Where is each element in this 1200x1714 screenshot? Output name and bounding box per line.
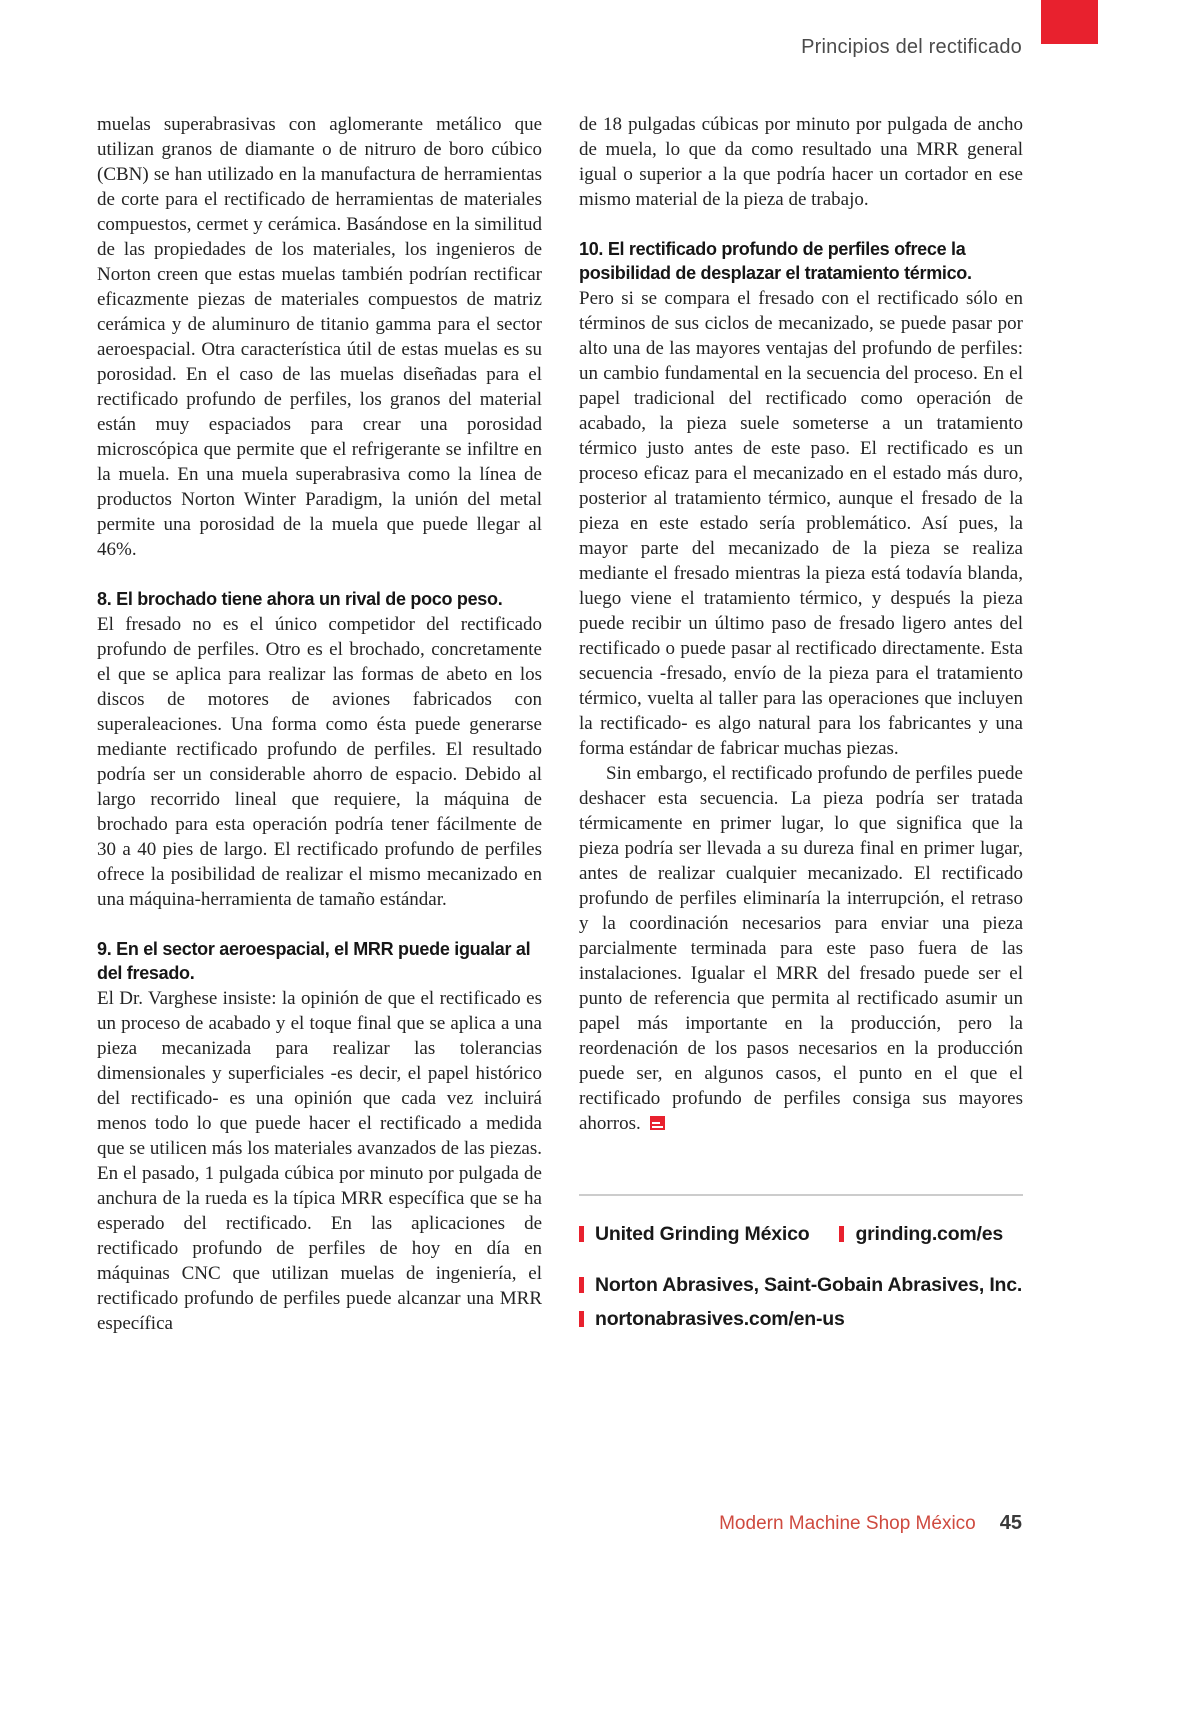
end-of-article-icon	[650, 1116, 665, 1130]
resource-links	[579, 1222, 1023, 1332]
resource-row-norton-site	[579, 1307, 1023, 1332]
magazine-title: Modern Machine Shop México	[719, 1513, 976, 1534]
resource-item-website	[579, 1308, 845, 1330]
red-bar-icon	[579, 1277, 584, 1293]
resources-divider	[579, 1194, 1023, 1196]
resource-item-company	[579, 1274, 1022, 1296]
corner-accent-block	[1041, 0, 1098, 44]
resource-row-united-grinding	[579, 1222, 1023, 1247]
running-header: Principios del rectificado	[801, 36, 1022, 58]
company-website: grinding.com/es	[855, 1223, 1004, 1245]
right-column	[579, 112, 1023, 1332]
paragraph-broaching: El fresado no es el único competidor del rectificado profundo de perfiles. Otro es el brochado, concretamente el que se aplica para realizar las formas de abeto en los discos de motores de aviones fabricados con superaleaciones. Una forma como ésta puede generarse mediante rectificado profundo de perfiles. El resultado podría ser un considerable ahorro de espacio. Debido al largo recorrido lineal que requiere, la máquina de brochado para esta operación podría tener fácilmente de 30 a 40 pies de largo. El rectificado profundo de perfiles ofrece la posibilidad de realizar el mismo mecanizado en una máquina-herramienta de tamaño estándar.	[97, 614, 542, 910]
company-website: nortonabrasives.com/en-us	[595, 1308, 845, 1330]
paragraph-final-text: Sin embargo, el rectificado profundo de perfiles puede deshacer esta secuencia. La pieza podría ser tratada térmicamente en primer lugar, lo que significa que la pieza podría ser llevada a su dureza final en primer lugar, antes de realizar cualquier mecanizado. El rectificado profundo de perfiles eliminaría la interrupción, el retraso y la coordinación necesarios para enviar una pieza parcialmente terminada para este paso fuera de las instalaciones. Igualar el MRR del fresado puede ser el punto de referencia que permita al rectificado asumir un papel más importante en la producción, pero la reordenación de los pasos necesarios en la producción puede ser, en algunos casos, el punto en el que el rectificado profundo de perfiles consiga sus mayores ahorros.	[579, 763, 1023, 1134]
company-name: United Grinding México	[595, 1223, 810, 1245]
paragraph-final	[579, 761, 1023, 1136]
left-column	[97, 112, 542, 1336]
paragraph-mrr-aerospace: El Dr. Varghese insiste: la opinión de que el rectificado es un proceso de acabado y el toque final que se aplica a una pieza mecanizada para realizar las tolerancias dimensionales y superficiales -es decir, el papel histórico del rectificado- es una opinión que cada vez incluirá menos todo lo que puede hacer el rectificado a medida que se utilicen más los materiales avanzados de las piezas. En el pasado, 1 pulgada cúbica por minuto por pulgada de anchura de la rueda es la típica MRR específica que se ha esperado del rectificado. En las aplicaciones de rectificado profundo de perfiles de hoy en día en máquinas CNC que utilizan muelas de ingeniería, el rectificado profundo de perfiles puede alcanzar una MRR específica	[97, 988, 542, 1334]
red-bar-icon	[839, 1226, 844, 1242]
resource-item-company	[579, 1223, 809, 1245]
paragraph-mrr-continuation: de 18 pulgadas cúbicas por minuto por pulgada de ancho de muela, lo que da como resultado una MRR general igual o superior a la que podría hacer un cortador en ese mismo material de la pieza de trabajo.	[579, 114, 1023, 210]
page-footer	[719, 1512, 1022, 1535]
red-bar-icon	[579, 1311, 584, 1327]
red-bar-icon	[579, 1226, 584, 1242]
section-heading-10: 10. El rectificado profundo de perfiles ofrece la posibilidad de desplazar el tratamiento térmico.	[579, 239, 972, 283]
resource-row-norton	[579, 1273, 1023, 1298]
page-number: 45	[999, 1512, 1022, 1534]
company-name: Norton Abrasives, Saint-Gobain Abrasives, Inc.	[595, 1274, 1023, 1296]
section-heading-9: 9. En el sector aeroespacial, el MRR puede igualar al del fresado.	[97, 939, 531, 983]
paragraph-heat-treatment: Pero si se compara el fresado con el rectificado sólo en términos de sus ciclos de mecanizado, se puede pasar por alto una de las mayores ventajas del profundo de perfiles: un cambio fundamental en la secuencia del proceso. En el papel tradicional del rectificado como operación de acabado, la pieza suele someterse a un tratamiento térmico justo antes de este paso. El rectificado es un proceso eficaz para el mecanizado en el estado más duro, posterior al tratamiento térmico, aunque el fresado de la pieza en este estado sería problemático. Así pues, la mayor parte del mecanizado de la pieza se realiza mediante el fresado mientras la pieza está todavía blanda, luego viene el tratamiento térmico, y después la pieza puede recibir un último paso de fresado ligero antes del rectificado o puede pasar al rectificado directamente. Esta secuencia -fresado, envío de la pieza para el tratamiento térmico, vuelta al taller para las operaciones que incluyen la rectificado- es algo natural para los fabricantes y una forma estándar de fabricar muchas piezas.	[579, 288, 1023, 759]
section-heading-8: 8. El brochado tiene ahora un rival de poco peso.	[97, 589, 503, 609]
paragraph-superabrasive-wheels: muelas superabrasivas con aglomerante metálico que utilizan granos de diamante o de nitruro de boro cúbico (CBN) se han utilizado en la manufactura de herramientas de corte para el rectificado de herramientas de materiales compuestos, cermet y cerámica. Basándose en la similitud de las propiedades de los materiales, los ingenieros de Norton creen que estas muelas también podrían rectificar eficazmente piezas de materiales compuestos de matriz cerámica y de aluminuro de titanio gamma para el sector aeroespacial. Otra característica útil de estas muelas es su porosidad. En el caso de las muelas diseñadas para el rectificado profundo de perfiles, los granos del material están muy espaciados para crear una porosidad microscópica que permite que el refrigerante se infiltre en la muela. En una muela superabrasiva como la línea de productos Norton Winter Paradigm, la unión del metal permite una porosidad de la muela que puede llegar al 46%.	[97, 114, 542, 560]
resource-item-website	[839, 1223, 1003, 1245]
